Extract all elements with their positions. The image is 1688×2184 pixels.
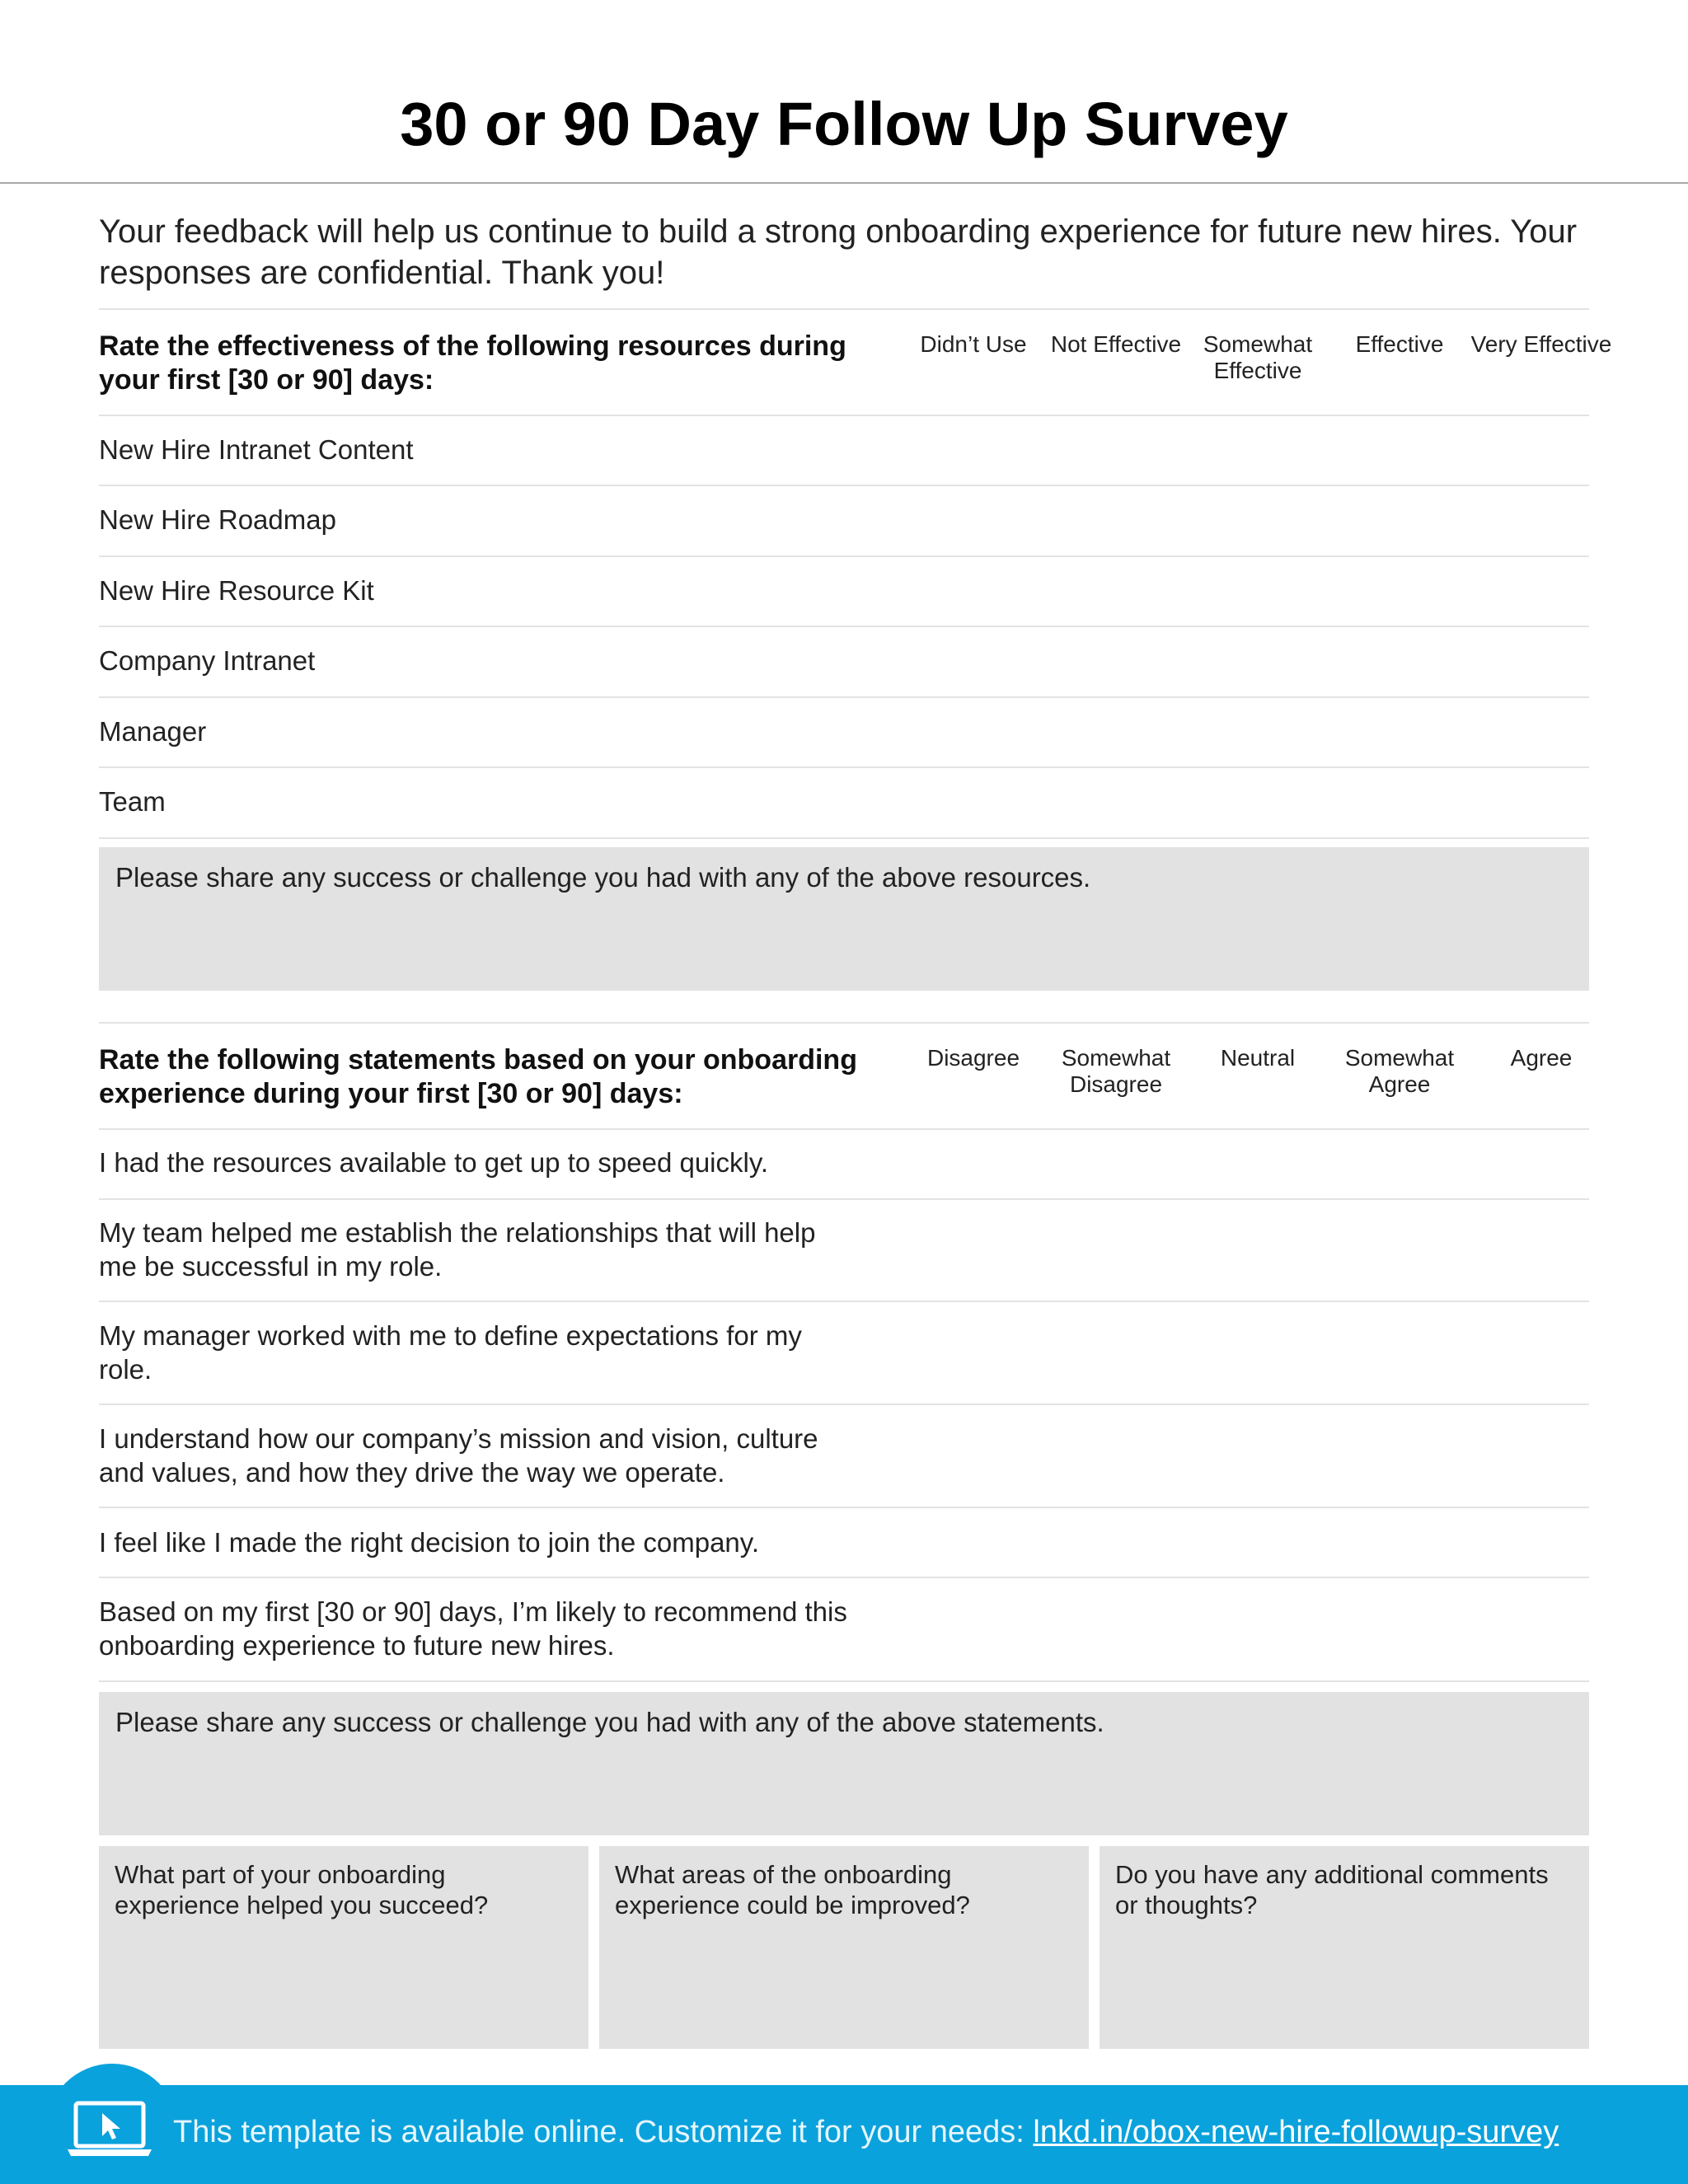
title-divider: [0, 182, 1688, 184]
resources-comment-prompt: Please share any success or challenge you had with any of the above resources.: [115, 862, 1091, 893]
footer-message: This template is available online. Customize it for your needs:: [173, 2115, 1034, 2149]
divider: [99, 1507, 1589, 1508]
s1-col-not-effective: Not Effective: [1050, 331, 1182, 357]
question-box-succeed[interactable]: [99, 1846, 588, 2049]
resource-row: New Hire Intranet Content: [99, 434, 414, 465]
s2-col-somewhat-disagree: Somewhat Disagree: [1061, 1045, 1171, 1097]
statement-row: Based on my first [30 or 90] days, I’m likely to recommend this onboarding experience to future new hires.: [99, 1596, 847, 1661]
question-prompt: What part of your onboarding experience helped you succeed?: [115, 1860, 489, 1919]
s2-col-disagree: Disagree: [926, 1045, 1020, 1071]
divider: [99, 1577, 1589, 1578]
section1-heading: Rate the effectiveness of the following resources during your first [30 or 90] days:: [99, 330, 846, 396]
resource-row: New Hire Resource Kit: [99, 575, 374, 606]
page-title: 30 or 90 Day Follow Up Survey: [400, 90, 1288, 158]
intro-text: Your feedback will help us continue to build a strong onboarding experience for future new hires. Your responses are confidential. Thank you!: [99, 213, 1578, 291]
footer-text: [173, 2113, 1559, 2151]
divider: [99, 1680, 1589, 1682]
statement-row: I had the resources available to get up to speed quickly.: [99, 1147, 769, 1178]
s2-col-agree: Agree: [1510, 1045, 1573, 1071]
divider: [99, 1301, 1589, 1302]
question-box-comments[interactable]: [1100, 1846, 1589, 2049]
statement-row: My team helped me establish the relationships that will help me be successful in my role.: [99, 1217, 816, 1282]
resource-row: New Hire Roadmap: [99, 504, 336, 535]
s1-col-effective: Effective: [1355, 331, 1444, 357]
footer-link[interactable]: lnkd.in/obox-new-hire-followup-survey: [1033, 2115, 1559, 2149]
resource-row: Team: [99, 786, 166, 817]
divider: [99, 1128, 1589, 1130]
statements-comment-prompt: Please share any success or challenge you had with any of the above statements.: [115, 1707, 1104, 1737]
divider: [99, 415, 1589, 416]
statements-comment-box[interactable]: [99, 1692, 1589, 1835]
divider: [99, 308, 1589, 310]
resources-comment-box[interactable]: [99, 847, 1589, 991]
divider: [99, 1404, 1589, 1405]
divider: [99, 555, 1589, 557]
resource-row: Manager: [99, 716, 207, 747]
s1-col-very-effective: Very Effective: [1470, 331, 1612, 357]
divider: [99, 766, 1589, 768]
divider: [99, 626, 1589, 627]
s1-col-somewhat-effective: Somewhat Effective: [1203, 331, 1313, 383]
resource-row: Company Intranet: [99, 645, 316, 676]
s2-col-somewhat-agree: Somewhat Agree: [1344, 1045, 1455, 1097]
question-prompt: What areas of the onboarding experience could be improved?: [615, 1860, 970, 1919]
divider: [99, 485, 1589, 486]
divider: [99, 696, 1589, 698]
statement-row: My manager worked with me to define expectations for my role.: [99, 1320, 802, 1385]
laptop-cursor-icon: [66, 2100, 153, 2159]
question-box-improve[interactable]: [599, 1846, 1089, 2049]
s2-col-neutral: Neutral: [1220, 1045, 1296, 1071]
divider: [99, 1198, 1589, 1200]
statement-row: I feel like I made the right decision to join the company.: [99, 1527, 759, 1558]
statement-row: I understand how our company’s mission and vision, culture and values, and how they drive the way we operate.: [99, 1423, 818, 1488]
section2-heading: Rate the following statements based on your onboarding experience during your first [30 or 90] days:: [99, 1044, 857, 1109]
divider: [99, 1022, 1589, 1024]
s1-col-didnt-use: Didn’t Use: [920, 331, 1027, 357]
divider: [99, 837, 1589, 839]
question-prompt: Do you have any additional comments or thoughts?: [1115, 1860, 1549, 1919]
